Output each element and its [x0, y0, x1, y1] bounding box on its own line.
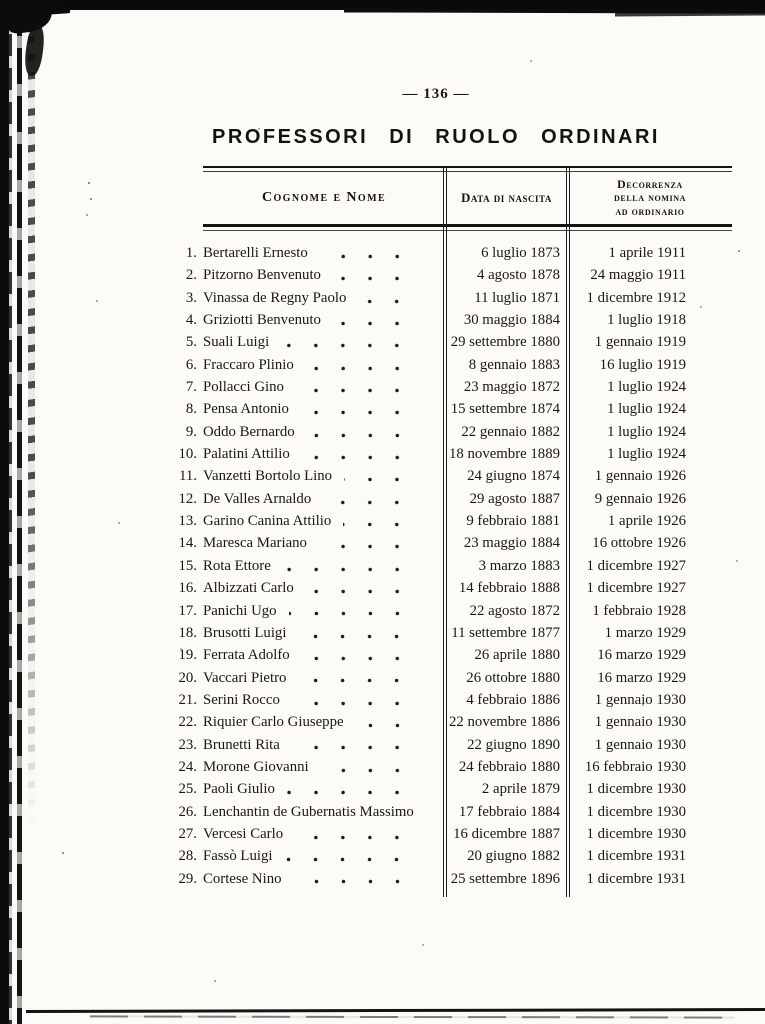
table-row: [165, 421, 732, 443]
appointment-date: 1 aprile 1911: [608, 245, 686, 261]
name-cell: [203, 510, 445, 532]
appointment-date: 16 marzo 1929: [597, 647, 686, 664]
appointment-date: 1 gennaio 1919: [594, 334, 686, 351]
dot-leader: [301, 409, 421, 416]
dot-leader: [358, 298, 421, 305]
professor-name: Fraccaro Plinio: [203, 356, 294, 373]
professor-name: Maresca Mariano: [203, 535, 307, 552]
birth-date: 22 gennaio 1882: [461, 423, 560, 440]
birth-date: 6 luglio 1873: [481, 245, 560, 261]
dot-leader: [333, 320, 421, 327]
birth-date: 4 febbraio 1886: [466, 691, 560, 708]
row-number: 29.: [178, 870, 197, 887]
professor-name: Pollacci Gino: [203, 379, 284, 396]
name-cell: [203, 868, 445, 890]
professor-name: Vanzetti Bortolo Lino: [203, 468, 333, 485]
dot-leader: [323, 499, 421, 506]
table-body: [165, 242, 732, 890]
table-row: [165, 778, 732, 800]
birth-date: 29 agosto 1887: [469, 490, 560, 507]
table-row: [165, 600, 732, 622]
row-number: 16.: [178, 580, 197, 597]
professor-name: Garino Canina Attilio: [203, 513, 332, 530]
row-number: 2.: [185, 267, 197, 284]
row-number: 23.: [178, 736, 197, 753]
dot-leader: [292, 744, 421, 751]
appointment-date: 1 gennaio 1930: [594, 691, 686, 708]
table-row: [165, 555, 732, 577]
name-cell: [203, 287, 445, 309]
name-cell: [203, 242, 445, 264]
row-number: 28.: [178, 848, 197, 865]
dot-leader: [296, 387, 421, 394]
professor-name: Brunetti Rita: [203, 736, 280, 753]
professor-name: Panichi Ugo: [203, 602, 277, 619]
row-number: 26.: [178, 803, 197, 820]
appointment-date: 16 ottobre 1926: [592, 535, 686, 552]
row-number: 12.: [178, 490, 197, 507]
table-row: [165, 622, 732, 644]
appointment-date: 1 luglio 1918: [607, 312, 686, 329]
column-header-decorrenza-line2: della nomina: [614, 190, 686, 205]
dot-leader: [356, 722, 421, 729]
appointment-date: 1 luglio 1924: [607, 423, 686, 440]
name-cell: [203, 421, 445, 443]
name-cell: [203, 488, 445, 510]
row-number: 19.: [178, 647, 197, 664]
scan-bottom-edge: [26, 1008, 765, 1013]
table-row: [165, 577, 732, 599]
appointment-date: 16 marzo 1929: [597, 669, 686, 686]
row-number: 3.: [185, 289, 197, 306]
professor-name: Lenchantin de Gubernatis Massimo: [203, 803, 414, 820]
name-cell: [203, 443, 445, 465]
dot-leader: [298, 677, 421, 684]
table-row: [165, 532, 732, 554]
table-row: [165, 711, 732, 733]
appointment-date: 1 aprile 1926: [607, 513, 686, 530]
name-cell: [203, 622, 445, 644]
professor-name: Rota Ettore: [203, 557, 271, 574]
birth-date: 29 settembre 1880: [450, 334, 560, 351]
table-row: [165, 287, 732, 309]
header-bottom-rule: [203, 224, 732, 231]
row-number: 8.: [185, 401, 197, 418]
row-number: 14.: [178, 535, 197, 552]
row-number: 1.: [185, 245, 197, 261]
appointment-date: 1 dicembre 1930: [586, 825, 686, 842]
table-row: [165, 488, 732, 510]
table-row: [165, 689, 732, 711]
name-cell: [203, 465, 445, 487]
name-cell: [203, 823, 445, 845]
professor-name: Brusotti Luigi: [203, 624, 287, 641]
name-cell: [203, 801, 445, 823]
dot-leader: [302, 454, 421, 461]
table-row: [165, 443, 732, 465]
birth-date: 16 dicembre 1887: [453, 825, 560, 842]
professor-name: Morone Giovanni: [203, 758, 309, 775]
appointment-date: 1 luglio 1924: [607, 446, 686, 463]
dot-leader: [284, 856, 421, 863]
column-header-cognome-e-nome: Cognome e Nome: [261, 190, 387, 205]
professor-name: Oddo Bernardo: [203, 423, 295, 440]
birth-date: 24 giugno 1874: [467, 468, 560, 485]
row-number: 20.: [178, 669, 197, 686]
appointment-date: 1 gennaio 1926: [594, 468, 686, 485]
name-cell: [203, 778, 445, 800]
birth-date: 30 maggio 1884: [463, 312, 560, 329]
dot-leader: [306, 365, 421, 372]
name-cell: [203, 376, 445, 398]
table-row: [165, 644, 732, 666]
professor-name: Palatini Attilio: [203, 446, 290, 463]
professor-name: Riquier Carlo Giuseppe: [203, 714, 344, 731]
column-header-decorrenza: [568, 178, 732, 219]
appointment-date: 1 dicembre 1931: [586, 848, 686, 865]
name-cell: [203, 309, 445, 331]
row-number: 22.: [178, 714, 197, 731]
scan-ink-blob: [44, 3, 71, 15]
row-number: 21.: [178, 691, 197, 708]
professor-name: Vaccari Pietro: [203, 669, 287, 686]
professor-name: Pitzorno Benvenuto: [203, 267, 321, 284]
appointment-date: 1 luglio 1924: [607, 401, 686, 418]
birth-date: 9 febbraio 1881: [466, 513, 560, 530]
appointment-date: 1 dicembre 1930: [586, 781, 686, 798]
name-cell: [203, 667, 445, 689]
dot-leader: [295, 834, 421, 841]
professor-name: Ferrata Adolfo: [203, 647, 290, 664]
appointment-date: 9 gennaio 1926: [594, 490, 686, 507]
column-header-decorrenza-line1: Decorrenza: [617, 176, 683, 191]
row-number: 11.: [179, 468, 197, 485]
appointment-date: 1 marzo 1929: [604, 624, 686, 641]
row-number: 24.: [178, 758, 197, 775]
birth-date: 26 ottobre 1880: [466, 669, 560, 686]
birth-date: 26 aprile 1880: [474, 647, 560, 664]
name-cell: [203, 711, 445, 733]
birth-date: 22 novembre 1886: [449, 714, 560, 731]
table-row: [165, 510, 732, 532]
dot-leader: [333, 275, 421, 282]
birth-date: 11 settembre 1877: [451, 624, 560, 641]
appointment-date: 1 dicembre 1927: [586, 557, 686, 574]
birth-date: 24 febbraio 1880: [458, 758, 560, 775]
professor-name: Serini Rocco: [203, 691, 280, 708]
row-number: 5.: [185, 334, 197, 351]
dot-leader: [287, 789, 421, 796]
table-row: [165, 398, 732, 420]
scan-binding-streak: [0, 0, 9, 1024]
birth-date: 22 giugno 1890: [467, 736, 560, 753]
birth-date: 3 marzo 1883: [478, 557, 560, 574]
professor-name: Vercesi Carlo: [203, 825, 284, 842]
dot-leader: [283, 566, 421, 573]
birth-date: 23 maggio 1884: [463, 535, 560, 552]
professor-name: Bertarelli Ernesto: [203, 245, 308, 261]
birth-date: 18 novembre 1889: [449, 446, 560, 463]
professor-name: Cortese Nino: [203, 870, 282, 887]
appointment-date: 1 dicembre 1927: [586, 580, 686, 597]
page-title: PROFESSORI DI RUOLO ORDINARI: [212, 126, 660, 148]
birth-date: 8 gennaio 1883: [468, 356, 560, 373]
scan-top-edge: [0, 0, 765, 10]
table-row: [165, 242, 732, 264]
scan-binding-streak: [17, 0, 22, 1024]
birth-date: 14 febbraio 1888: [458, 580, 560, 597]
table-row: [165, 801, 732, 823]
table-row: [165, 376, 732, 398]
name-cell: [203, 532, 445, 554]
page-number: — 136 —: [402, 86, 470, 102]
name-cell: [203, 264, 445, 286]
row-number: 10.: [178, 446, 197, 463]
professor-name: Griziotti Benvenuto: [203, 312, 321, 329]
row-number: 7.: [185, 379, 197, 396]
dot-leader: [302, 655, 421, 662]
birth-date: 17 febbraio 1884: [458, 803, 560, 820]
birth-date: 25 settembre 1896: [450, 870, 560, 887]
appointment-date: 1 febbraio 1928: [592, 602, 686, 619]
name-cell: [203, 600, 445, 622]
table-header: [203, 166, 732, 231]
table-row: [165, 756, 732, 778]
professor-name: Pensa Antonio: [203, 401, 289, 418]
professor-name: De Valles Arnaldo: [203, 490, 312, 507]
appointment-date: 24 maggio 1911: [590, 267, 686, 284]
row-number: 27.: [178, 825, 197, 842]
name-cell: [203, 689, 445, 711]
row-number: 17.: [178, 602, 197, 619]
professor-name: Fassò Luigi: [203, 848, 273, 865]
name-cell: [203, 644, 445, 666]
name-cell: [203, 555, 445, 577]
name-cell: [203, 577, 445, 599]
dot-leader: [294, 878, 422, 885]
row-number: 25.: [178, 781, 197, 798]
table-row: [165, 264, 732, 286]
row-number: 4.: [185, 312, 197, 329]
birth-date: 15 settembre 1874: [450, 401, 560, 418]
dot-leader: [321, 767, 421, 774]
birth-date: 22 agosto 1872: [469, 602, 560, 619]
professor-name: Vinassa de Regny Paolo: [203, 289, 347, 306]
birth-date: 11 luglio 1871: [474, 289, 560, 306]
name-cell: [203, 398, 445, 420]
row-number: 9.: [185, 423, 197, 440]
table-row: [165, 823, 732, 845]
table-row: [165, 868, 732, 890]
appointment-date: 1 luglio 1924: [607, 379, 686, 396]
dot-leader: [344, 476, 421, 483]
row-number: 6.: [185, 356, 197, 373]
name-cell: [203, 734, 445, 756]
appointment-date: 1 gennaio 1930: [594, 736, 686, 753]
dot-leader: [281, 342, 421, 349]
appointment-date: 1 dicembre 1930: [586, 803, 686, 820]
dot-leader: [320, 253, 421, 260]
table-row: [165, 331, 732, 353]
row-number: 13.: [178, 513, 197, 530]
name-cell: [203, 331, 445, 353]
appointment-date: 1 gennaio 1930: [594, 714, 686, 731]
table-row: [165, 734, 732, 756]
appointment-date: 1 dicembre 1912: [586, 289, 686, 306]
scan-top-edge-smear: [615, 11, 765, 16]
professor-name: Albizzati Carlo: [203, 580, 294, 597]
column-header-decorrenza-line3: ad ordinario: [615, 203, 685, 218]
dot-leader: [289, 610, 421, 617]
row-number: 15.: [178, 557, 197, 574]
professor-name: Paoli Giulio: [203, 781, 275, 798]
scan-binding-streak: [28, 0, 35, 860]
name-cell: [203, 756, 445, 778]
appointment-date: 1 dicembre 1931: [586, 870, 686, 887]
dot-leader: [343, 521, 421, 528]
name-cell: [203, 845, 445, 867]
scan-speckles: [0, 0, 2, 2]
birth-date: 23 maggio 1872: [463, 379, 560, 396]
row-number: 18.: [178, 624, 197, 641]
birth-date: 2 aprile 1879: [481, 781, 560, 798]
table-row: [165, 465, 732, 487]
scan-bottom-edge-smear: [90, 1015, 735, 1018]
table-row: [165, 667, 732, 689]
appointment-date: 16 febbraio 1930: [584, 758, 686, 775]
birth-date: 4 agosto 1878: [476, 267, 560, 284]
table-row: [165, 309, 732, 331]
dot-leader: [298, 633, 421, 640]
professor-name: Suali Luigi: [203, 334, 270, 351]
birth-date: 20 giugno 1882: [467, 848, 560, 865]
dot-leader: [306, 588, 421, 595]
appointment-date: 16 luglio 1919: [599, 356, 686, 373]
dot-leader: [319, 543, 421, 550]
column-header-data-di-nascita: Data di nascita: [461, 190, 552, 205]
table-row: [165, 845, 732, 867]
dot-leader: [307, 432, 421, 439]
dot-leader: [292, 700, 421, 707]
name-cell: [203, 354, 445, 376]
table-row: [165, 354, 732, 376]
